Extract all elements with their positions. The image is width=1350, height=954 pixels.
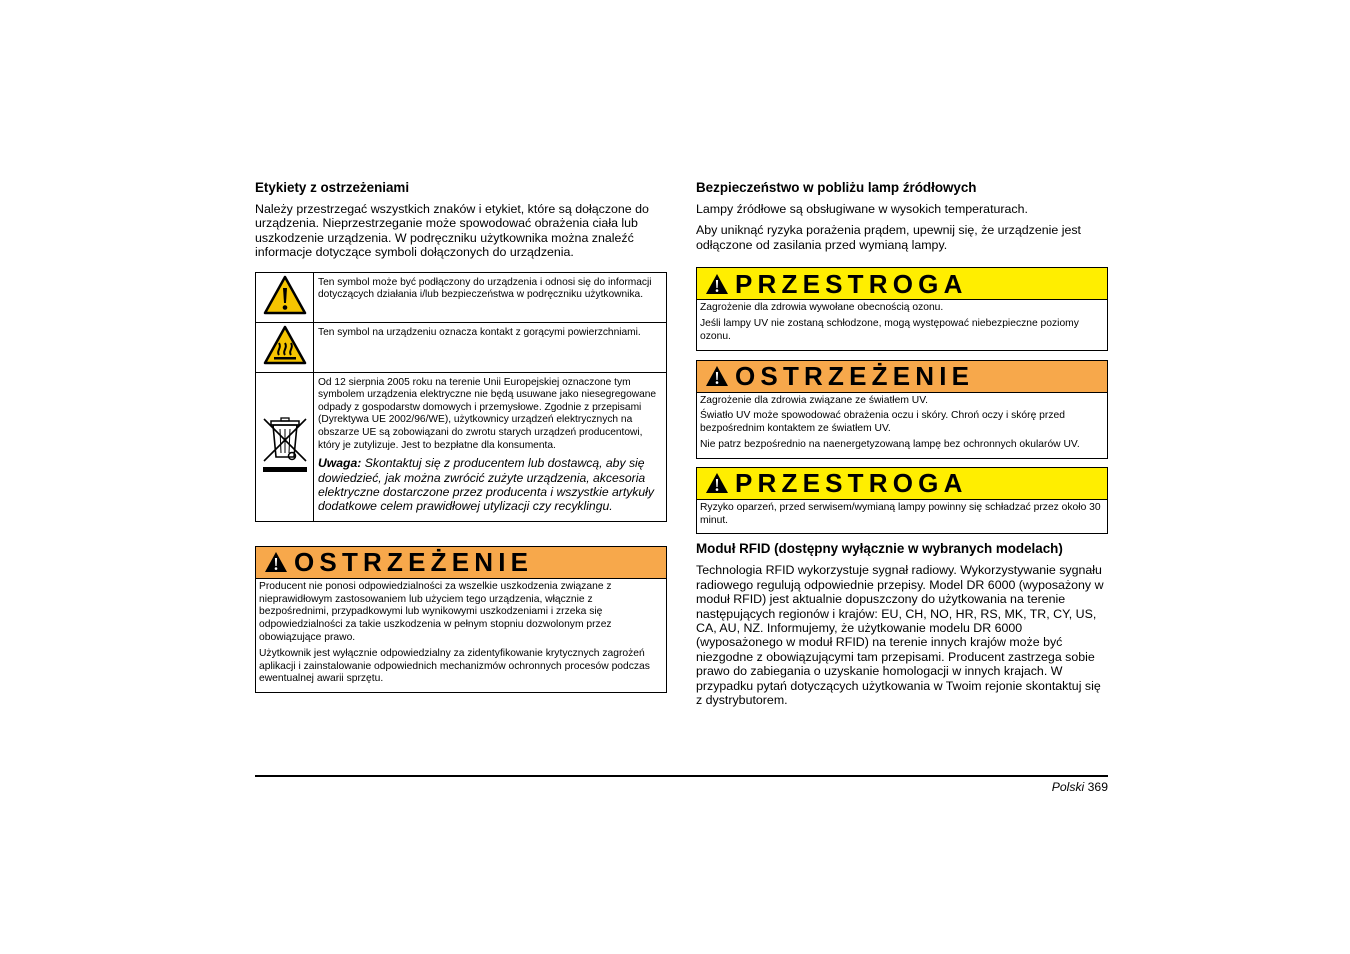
warning-box-body xyxy=(697,393,1107,458)
caution-box-header xyxy=(697,268,1107,300)
warning-paragraph: Zagrożenie dla zdrowia związane ze światłem UV. xyxy=(700,394,928,406)
lamp-safety-p2: Aby uniknąć ryzyka porażenia prądem, upewnij się, że urządzenie jest odłączone od zasilania przed wymianą lampy. xyxy=(696,223,1081,252)
caution-box-ozone xyxy=(696,267,1108,350)
footer-rule xyxy=(255,775,1108,777)
weee-note xyxy=(318,456,662,514)
weee-text: Od 12 sierpnia 2005 roku na terenie Unii Europejskiej oznaczone tym symbolem urządzenia elektryczne nie będą usuwane jako niesegregowane odpady z gospodarstw domowych i przemysłowe. Zgodnie z przepisami (Dyrektywa UE 2002/96/WE), użytkownicy urządzeń elektrycznych na obszarze UE są zobowiązani do zwrotu starych urządzeń producentowi, który je zutylizuje. Jest to bezpłatne dla konsumenta. xyxy=(318,376,657,451)
warning-triangle-icon xyxy=(263,275,307,315)
caution-box-header xyxy=(697,468,1107,500)
footer-language: Polski xyxy=(1051,780,1085,794)
caution-box-body xyxy=(697,500,1107,534)
note-text: Skontaktuj się z producentem lub dostawcą, aby się dowiedzieć, jak można zwrócić zużyte urządzenia, akcesoria elektryczne dostarczone przez producenta i wszystkie artykuły dodatkowe celem prawidłowej utylizacji czy recyklingu. xyxy=(318,456,654,514)
section-heading-lamp-safety: Bezpieczeństwo w pobliżu lamp źródłowych xyxy=(696,180,977,195)
warning-box-body xyxy=(256,579,666,692)
warning-box-title: OSTRZEŻENIE xyxy=(294,547,534,578)
symbol-description: Ten symbol na urządzeniu oznacza kontakt z gorącymi powierzchniami. xyxy=(314,322,667,372)
note-label: Uwaga: xyxy=(318,456,362,471)
symbol-description xyxy=(314,372,667,521)
warning-labels-intro: Należy przestrzegać wszystkich znaków i etykiet, które są dołączone do urządzenia. Nieprzestrzeganie może spowodować obrażenia ciała lub uszkodzenie urządzenia. W podręczniku użytkownika można znaleźć informacje dotyczące symboli dołączonych do urządzenia. xyxy=(255,202,649,260)
warning-paragraph: Użytkownik jest wyłącznie odpowiedzialny za zidentyfikowanie krytycznych zagrożeń aplikacji i zainstalowanie odpowiednich mechanizmów ochronnych procesów podczas ewentualnej awarii sprzętu. xyxy=(259,647,650,685)
symbol-description: Ten symbol może być podłączony do urządzenia i odnosi się do informacji dotyczących działania i/lub bezpieczeństwa w podręczniku użytkownika. xyxy=(314,272,667,322)
warning-box-title: OSTRZEŻENIE xyxy=(735,361,975,392)
symbol-cell xyxy=(256,372,314,521)
caution-box-body xyxy=(697,300,1107,349)
caution-box-burn xyxy=(696,467,1108,535)
warning-paragraph: Nie patrz bezpośrednio na naenergetyzowaną lampę bez ochronnych okularów UV. xyxy=(700,439,1080,450)
warning-box-header xyxy=(256,547,666,579)
section-heading-rfid: Moduł RFID (dostępny wyłącznie w wybranych modelach) xyxy=(696,541,1063,557)
warning-triangle-icon xyxy=(264,551,288,573)
table-row xyxy=(256,372,667,521)
warning-paragraph: Światło UV może spowodować obrażenia oczu i skóry. Chroń oczy i skórę przed bezpośrednim kontaktem ze światłem UV. xyxy=(700,410,1065,435)
lamp-safety-p1: Lampy źródłowe są obsługiwane w wysokich temperaturach. xyxy=(696,202,1028,216)
caution-paragraph: Jeśli lampy UV nie zostaną schłodzone, mogą występować niebezpieczne poziomy ozonu. xyxy=(700,318,1079,342)
symbol-cell xyxy=(256,322,314,372)
crossed-bin-icon xyxy=(261,413,309,475)
page-footer xyxy=(1052,780,1108,794)
table-row xyxy=(256,272,667,322)
caution-paragraph: Ryzyko oparzeń, przed serwisem/wymianą lampy powinny się schładzać przez około 30 minut. xyxy=(700,501,1101,526)
page-number: 369 xyxy=(1087,780,1108,794)
right-column xyxy=(696,180,1108,714)
section-heading-warning-labels: Etykiety z ostrzeżeniami xyxy=(255,180,410,195)
hot-surface-icon xyxy=(263,325,307,365)
symbols-table xyxy=(255,272,667,522)
table-row xyxy=(256,322,667,372)
warning-box-uv xyxy=(696,360,1108,459)
caution-paragraph: Zagrożenie dla zdrowia wywołane obecnością ozonu. xyxy=(700,302,944,314)
warning-box-liability xyxy=(255,546,667,693)
warning-paragraph: Producent nie ponosi odpowiedzialności za wszelkie uszkodzenia związane z nieprawidłowym zastosowaniem lub użyciem tego urządzenia, włącznie z bezpośrednimi, przypadkowymi lub wynikowymi uszkodzeniami i zrzeka się odpowiedzialności za takie uszkodzenia w pełnym stopniu dozwolonym przez obowiązujące prawo. xyxy=(259,580,612,643)
caution-box-title: PRZESTROGA xyxy=(735,268,968,299)
rfid-text: Technologia RFID wykorzystuje sygnał radiowy. Wykorzystywanie sygnału radiowego regulują odpowiednie przepisy. Model DR 6000 (wyposażony w moduł RFID) jest aktualnie dopuszczony do użytkowania na terenie następujących regionów i krajów: EU, CH, NO, HR, RS, MK, TR, CY, US, CA, AU, NZ. Informujemy, że użytkowanie modelu DR 6000 (wyposażonego w moduł RFID) na terenie innych krajów może być niezgodne z obowiązującymi tam przepisami. Producent zastrzega sobie prawo do zabiegania o uzyskanie homologacji w innych krajach. W przypadku pytań dotyczących użytkowania w Twoim rejonie skontaktuj się z dystrybutorem. xyxy=(696,563,1104,708)
warning-box-header xyxy=(697,361,1107,393)
warning-triangle-icon xyxy=(705,365,729,387)
left-column xyxy=(255,180,667,693)
warning-triangle-icon xyxy=(705,472,729,494)
caution-box-title: PRZESTROGA xyxy=(735,468,968,499)
warning-triangle-icon xyxy=(705,273,729,295)
symbol-cell xyxy=(256,272,314,322)
